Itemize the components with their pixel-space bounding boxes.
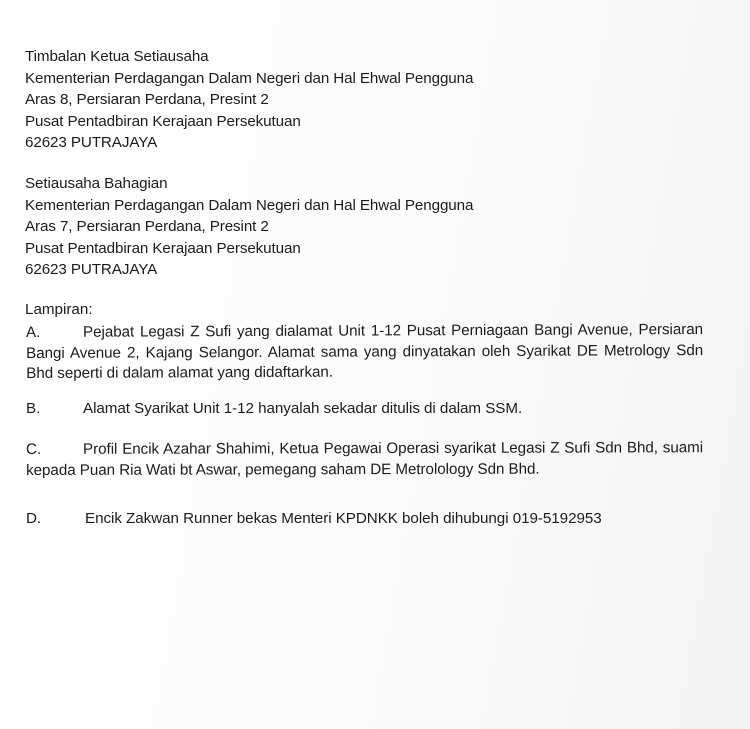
attachment-item-b-letter: B. xyxy=(26,400,41,417)
attachment-item-a xyxy=(26,320,703,384)
attachment-item-b-text: Alamat Syarikat Unit 1-12 hanyalah sekadar ditulis di dalam SSM. xyxy=(83,400,523,417)
recipient-address-1 xyxy=(25,46,473,154)
recipient-1-street: Aras 8, Persiaran Perdana, Presint 2 xyxy=(25,91,269,108)
recipient-1-postcode-city: 62623 PUTRAJAYA xyxy=(25,134,158,151)
recipient-2-street: Aras 7, Persiaran Perdana, Presint 2 xyxy=(25,218,269,235)
attachment-item-d xyxy=(26,509,703,530)
attachment-item-a-text: Pejabat Legasi Z Sufi yang dialamat Unit 1-12 Pusat Perniagaan Bangi Avenue, Persiaran Bangi Avenue 2, Kajang Selangor. Alamat sama yang dinyatakan oleh Syarikat DE Metrology Sdn Bhd seperti di dalam alamat yang didaftarkan. xyxy=(26,321,704,382)
recipient-1-title: Timbalan Ketua Setiausaha xyxy=(25,48,209,65)
attachment-item-c xyxy=(26,438,703,481)
recipient-2-center: Pusat Pentadbiran Kerajaan Persekutuan xyxy=(25,239,301,257)
attachment-item-d-text: Encik Zakwan Runner bekas Menteri KPDNKK boleh dihubungi 019-5192953 xyxy=(85,510,602,527)
attachment-item-c-text: Profil Encik Azahar Shahimi, Ketua Pegawai Operasi syarikat Legasi Z Sufi Sdn Bhd, suami kepada Puan Ria Wati bt Aswar, pemegang saham DE Metrolology Sdn Bhd. xyxy=(26,439,704,479)
attachment-item-c-letter: C. xyxy=(26,440,42,458)
attachment-item-d-letter: D. xyxy=(26,510,42,527)
recipient-address-2 xyxy=(25,173,473,281)
recipient-1-ministry: Kementerian Perdagangan Dalam Negeri dan Hal Ehwal Pengguna xyxy=(25,69,474,87)
attachment-item-b xyxy=(26,399,703,420)
recipient-2-title: Setiausaha Bahagian xyxy=(25,175,168,192)
recipient-1-center: Pusat Pentadbiran Kerajaan Persekutuan xyxy=(25,112,301,130)
recipient-2-postcode-city: 62623 PUTRAJAYA xyxy=(25,261,158,278)
attachment-item-a-letter: A. xyxy=(26,323,41,341)
recipient-2-ministry: Kementerian Perdagangan Dalam Negeri dan Hal Ehwal Pengguna xyxy=(25,196,474,214)
attachments-heading: Lampiran: xyxy=(25,301,93,318)
